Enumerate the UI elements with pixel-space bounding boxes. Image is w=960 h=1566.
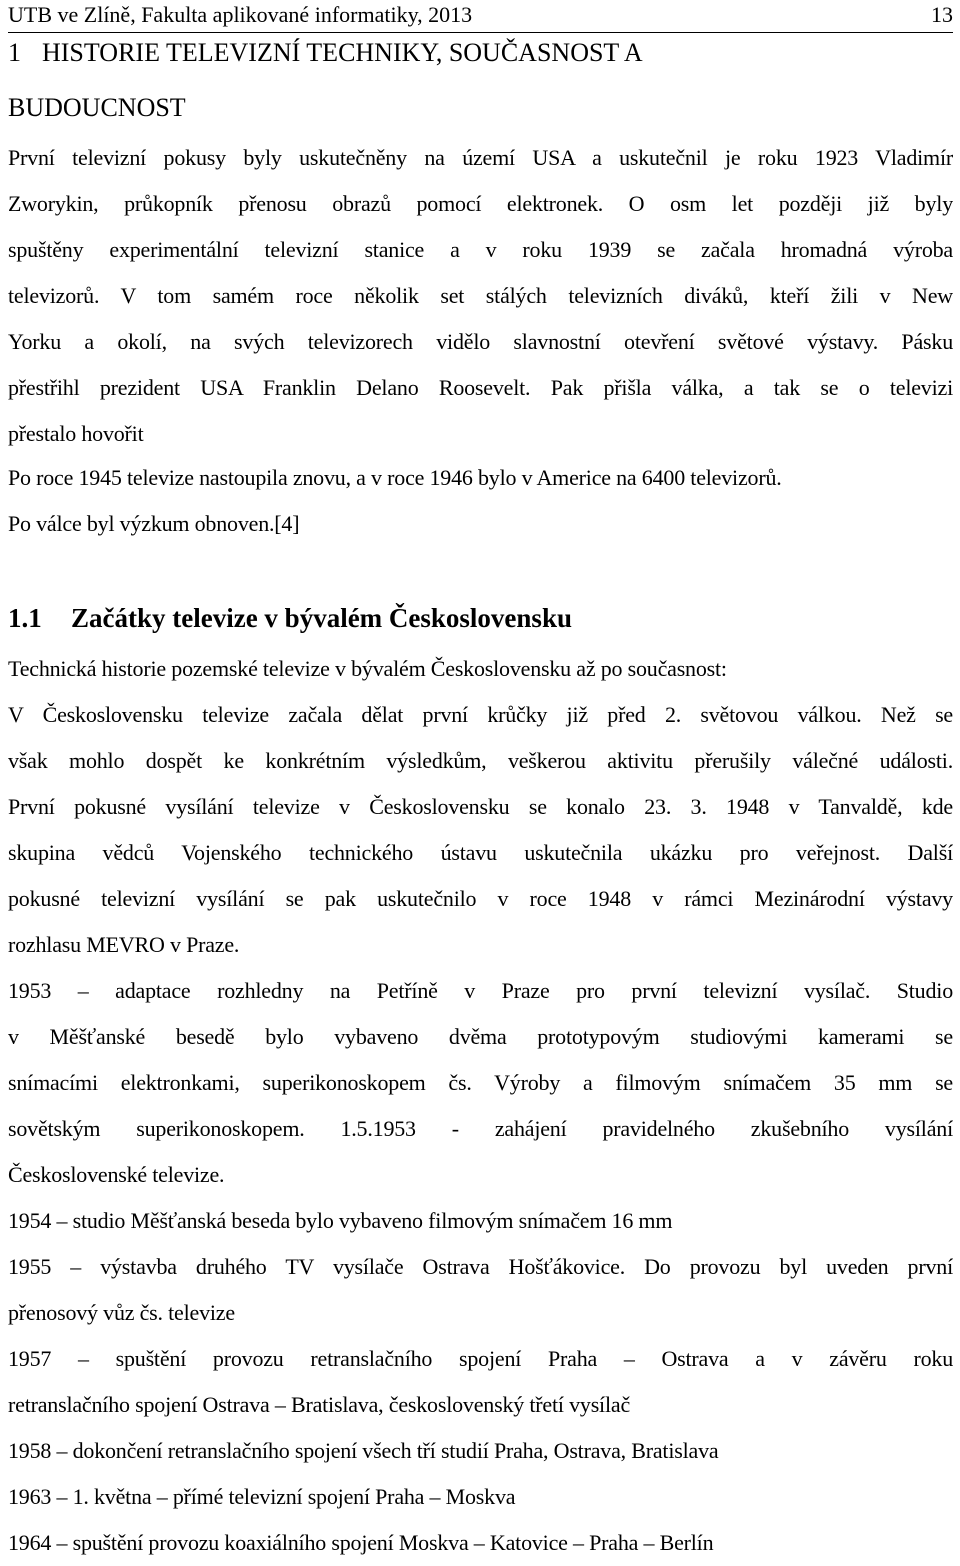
paragraph-line: 1957 – spuštění provozu retranslačního spojení Praha – Ostrava a v závěru roku [8,1346,953,1371]
paragraph-line: televizorů. V tom samém roce několik set stálých televizních diváků, kteří žili v New [8,283,953,308]
paragraph-line: přestřihl prezident USA Franklin Delano Roosevelt. Pak přišla válka, a tak se o televizi [8,375,953,400]
paragraph-line: sovětským superikonoskopem. 1.5.1953 - zahájení pravidelného zkušebního vysílání [8,1116,953,1141]
paragraph-line: však mohlo dospět ke konkrétním výsledkům, veškerou aktivitu přerušily válečné události. [8,748,953,773]
paragraph-line: Československé televize. [8,1162,225,1187]
chapter-number: 1 [8,38,21,67]
paragraph-line: přestalo hovořit [8,421,144,446]
paragraph-line: 1958 – dokončení retranslačního spojení všech tří studií Praha, Ostrava, Bratislava [8,1438,719,1463]
chapter-title-line-2: BUDOUCNOST [8,93,186,122]
paragraph-line: 1955 – výstavba druhého TV vysílače Ostrava Hošťákovice. Do provozu byl uveden první [8,1254,953,1279]
section-heading [8,598,953,638]
paragraph-line: Po válce byl výzkum obnoven.[4] [8,511,300,536]
section-number: 1.1 [8,603,42,633]
paragraph-line: 1953 – adaptace rozhledny na Petříně v Praze pro první televizní vysílač. Studio [8,978,953,1003]
paragraph-line: retranslačního spojení Ostrava – Bratislava, československý třetí vysílač [8,1392,631,1417]
chapter-title-line-1: HISTORIE TELEVIZNÍ TECHNIKY, SOUČASNOST A [42,38,643,67]
paragraph-line: 1963 – 1. května – přímé televizní spojení Praha – Moskva [8,1484,516,1509]
paragraph-line: snímacími elektronkami, superikonoskopem čs. Výroby a filmovým snímačem 35 mm se [8,1070,953,1095]
paragraph-line: Po roce 1945 televize nastoupila znovu, a v roce 1946 bylo v Americe na 6400 televizorů. [8,465,782,490]
paragraph-line: skupina vědců Vojenského technického ústavu uskutečnila ukázku pro veřejnost. Další [8,840,953,865]
paragraph-line: Technická historie pozemské televize v bývalém Československu až po současnost: [8,656,727,681]
intro-paragraph [8,135,953,457]
paragraph-line: rozhlasu MEVRO v Praze. [8,932,240,957]
header-title: UTB ve Zlíně, Fakulta aplikované informatiky, 2013 [8,2,473,27]
chapter-heading [8,36,953,124]
paragraph-line: spuštěny experimentální televizní stanice a v roku 1939 se začala hromadná výroba [8,237,953,262]
paragraph-line: 1964 – spuštění provozu koaxiálního spojení Moskva – Katovice – Praha – Berlín [8,1530,714,1555]
section-body [8,646,953,1566]
running-header [8,2,953,33]
paragraph-line: 1954 – studio Měšťanská beseda bylo vybaveno filmovým snímačem 16 mm [8,1208,673,1233]
paragraph-line: přenosový vůz čs. televize [8,1300,235,1325]
paragraph-line: První pokusné vysílání televize v Československu se konalo 23. 3. 1948 v Tanvaldě, kde [8,794,953,819]
page-number: 13 [931,2,953,27]
section-title: Začátky televize v bývalém Československu [71,603,572,633]
paragraph-line: Yorku a okolí, na svých televizorech vidělo slavnostní otevření světové výstavy. Pásku [8,329,953,354]
paragraph-line: v Měšťanské besedě bylo vybaveno dvěma prototypovým studiovými kamerami se [8,1024,953,1049]
paragraph-line: pokusné televizní vysílání se pak uskutečnilo v roce 1948 v rámci Mezinárodní výstavy [8,886,953,911]
paragraph-line: Zworykin, průkopník přenosu obrazů pomocí elektronek. O osm let později již byly [8,191,953,216]
after-war-paragraph [8,455,953,547]
paragraph-line: V Československu televize začala dělat první krůčky již před 2. světovou válkou. Než se [8,702,953,727]
paragraph-line: První televizní pokusy byly uskutečněny na území USA a uskutečnil je roku 1923 Vladimír [8,145,953,170]
